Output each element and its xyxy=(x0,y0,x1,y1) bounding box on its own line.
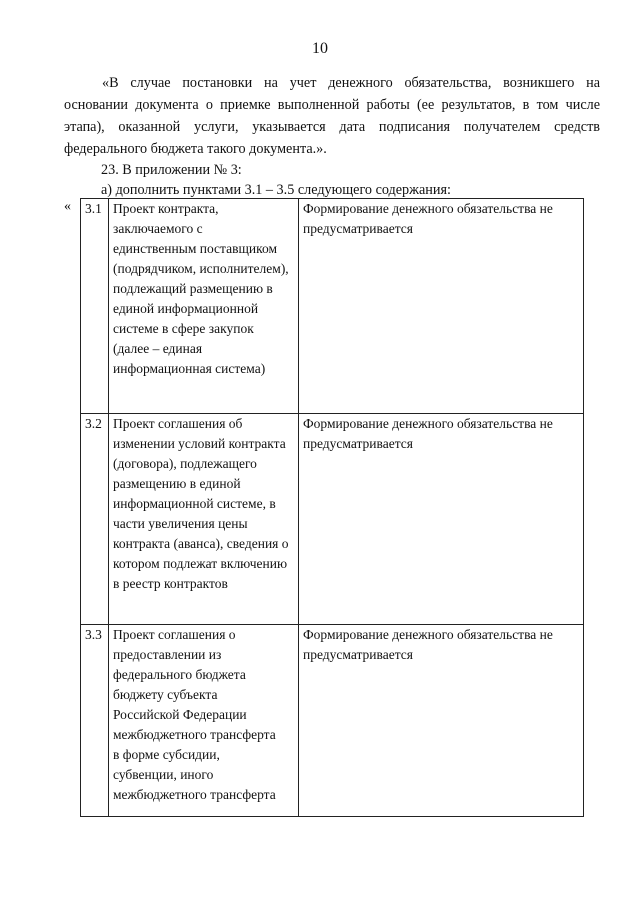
opening-quote-mark: « xyxy=(64,199,71,214)
table-row xyxy=(81,625,584,817)
document-name-cell xyxy=(109,625,299,817)
item-heading: 23. В приложении № 3: xyxy=(101,162,242,178)
sub-item: а) дополнить пунктами 3.1 – 3.5 следующего содержания: xyxy=(101,182,451,198)
result-cell xyxy=(299,625,584,817)
document-name: Проект соглашения об изменении условий контракта (договора), подлежащего размещению в единой информационной системе, в части увеличения цены контракта (аванса), сведения о котором подлежат включению в реестр контрактов xyxy=(113,416,289,591)
table-row xyxy=(81,414,584,625)
document-name: Проект контракта, заключаемого с единственным поставщиком (подрядчиком, исполнителем), подлежащий размещению в единой информационной системе в сфере закупок (далее – единая информационная система) xyxy=(113,201,289,376)
result-cell xyxy=(299,414,584,625)
document-name: Проект соглашения о предоставлении из федерального бюджета бюджету субъекта Российской Федерации межбюджетного трансферта в форме субсидии, субвенции, иного межбюджетного трансферта xyxy=(113,627,276,802)
row-number: 3.3 xyxy=(81,625,109,817)
page-number: 10 xyxy=(312,40,328,57)
row-number: 3.1 xyxy=(81,199,109,414)
result-cell xyxy=(299,199,584,414)
row-number: 3.2 xyxy=(81,414,109,625)
quoted-paragraph: «В случае постановки на учет денежного обязательства, возникшего на основании документа о приемке выполненной работы (ее результатов, в том числе этапа), оказанной услуги, указывается дата подписания получателем средств федерального бюджета такого документа.». xyxy=(64,75,600,157)
table-row xyxy=(81,199,584,414)
amendment-table xyxy=(80,198,584,817)
document-name-cell xyxy=(109,414,299,625)
result-text: Формирование денежного обязательства не предусматривается xyxy=(303,416,553,451)
document-name-cell xyxy=(109,199,299,414)
result-text: Формирование денежного обязательства не предусматривается xyxy=(303,627,553,662)
result-text: Формирование денежного обязательства не предусматривается xyxy=(303,201,553,236)
